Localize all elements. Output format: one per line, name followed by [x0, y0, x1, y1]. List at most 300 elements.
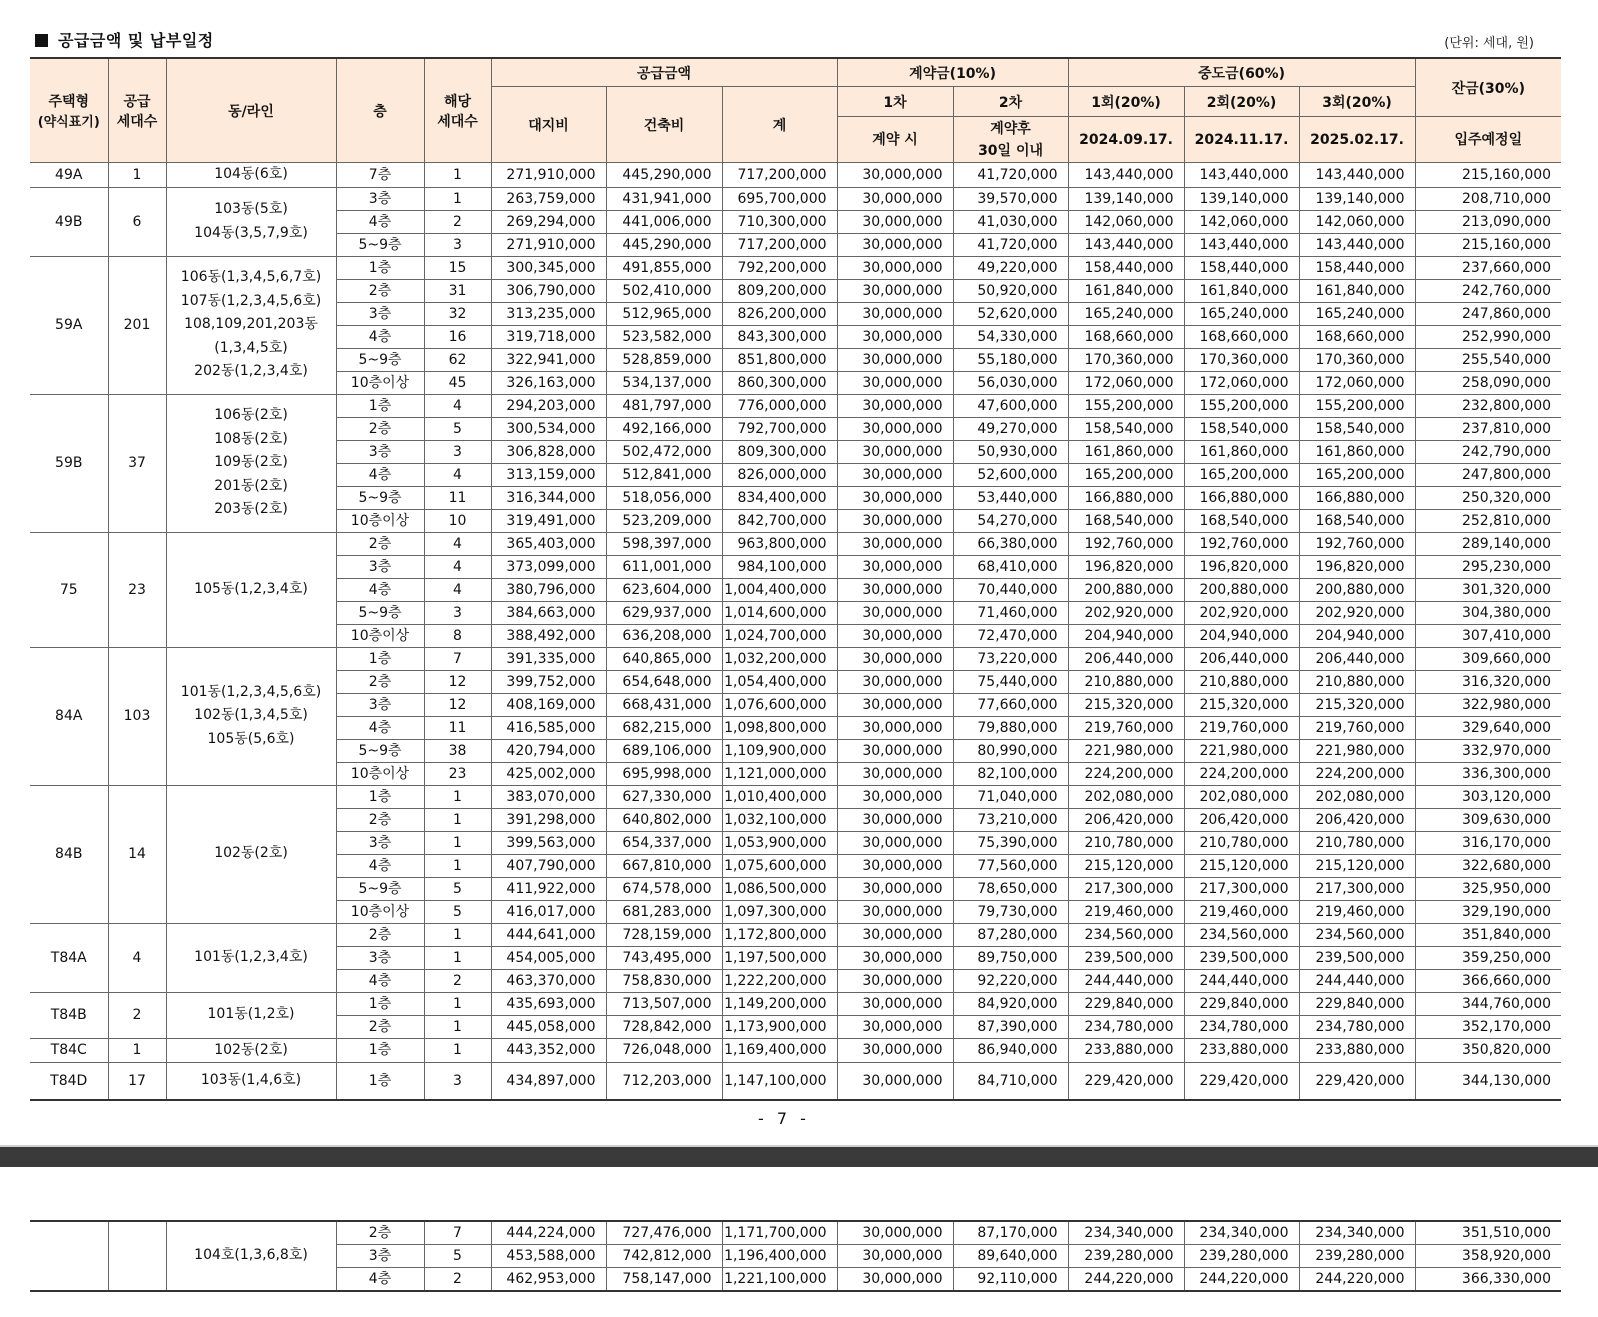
cell-dep1: 30,000,000 [837, 256, 953, 279]
cell-floor: 5~9층 [336, 877, 424, 900]
cell-land: 373,099,000 [491, 555, 606, 578]
cell-dep2: 73,220,000 [953, 647, 1068, 670]
cell-dep1: 30,000,000 [837, 808, 953, 831]
cell-dep1: 30,000,000 [837, 163, 953, 188]
cell-units: 1 [424, 992, 491, 1015]
cell-units: 1 [424, 854, 491, 877]
cell-mid1: 155,200,000 [1068, 394, 1184, 417]
cell-balance: 289,140,000 [1415, 532, 1561, 555]
cell-dong [166, 785, 336, 923]
cell-balance: 247,860,000 [1415, 302, 1561, 325]
cell-balance: 350,820,000 [1415, 1038, 1561, 1063]
cell-units: 1 [424, 163, 491, 188]
cell-building: 598,397,000 [606, 532, 722, 555]
cell-floor: 5~9층 [336, 739, 424, 762]
col-building: 건축비 [606, 87, 722, 163]
table-row [30, 785, 1561, 808]
cell-dep1: 30,000,000 [837, 578, 953, 601]
cell-dep1: 30,000,000 [837, 969, 953, 992]
cell-mid1: 143,440,000 [1068, 233, 1184, 256]
cell-mid3: 165,240,000 [1299, 302, 1415, 325]
dong-line: 106동(1,3,4,5,6,7호) [180, 269, 322, 286]
cell-floor: 7층 [336, 163, 424, 188]
cell-mid2: 206,440,000 [1184, 647, 1299, 670]
cell-units: 31 [424, 279, 491, 302]
cell-mid2: 219,760,000 [1184, 716, 1299, 739]
cell-supply: 6 [108, 187, 166, 256]
cell-dep1: 30,000,000 [837, 417, 953, 440]
cell-balance: 322,980,000 [1415, 693, 1561, 716]
cell-units: 4 [424, 394, 491, 417]
cell-supply: 2 [108, 992, 166, 1038]
cell-land: 365,403,000 [491, 532, 606, 555]
col-supply: 공급 세대수 [108, 58, 166, 163]
cell-building: 502,410,000 [606, 279, 722, 302]
cell-land: 322,941,000 [491, 348, 606, 371]
cell-type: 49A [30, 163, 108, 188]
cell-total: 826,200,000 [722, 302, 837, 325]
cell-land: 380,796,000 [491, 578, 606, 601]
cell-mid2: 234,560,000 [1184, 923, 1299, 946]
cell-floor: 3층 [336, 440, 424, 463]
cell-building: 623,604,000 [606, 578, 722, 601]
cell-balance: 304,380,000 [1415, 601, 1561, 624]
cell-mid3: 234,780,000 [1299, 1015, 1415, 1038]
cell-building: 629,937,000 [606, 601, 722, 624]
col-dep1: 1차 [837, 87, 953, 117]
continuation-table [30, 1220, 1561, 1292]
dong-line: (1,3,4,5호) [214, 339, 288, 356]
cell-dep2: 77,660,000 [953, 693, 1068, 716]
cell-building: 728,159,000 [606, 923, 722, 946]
cell-mid3: 170,360,000 [1299, 348, 1415, 371]
cell-mid3: 161,840,000 [1299, 279, 1415, 302]
cell-total: 1,173,900,000 [722, 1015, 837, 1038]
cell-balance: 358,920,000 [1415, 1245, 1561, 1268]
cell-land: 425,002,000 [491, 762, 606, 785]
cell-mid1: 168,660,000 [1068, 325, 1184, 348]
cell-dep2: 79,730,000 [953, 900, 1068, 923]
cell-total: 1,221,100,000 [722, 1268, 837, 1292]
cell-mid2: 210,880,000 [1184, 670, 1299, 693]
cell-units: 16 [424, 325, 491, 348]
cell-floor: 2층 [336, 532, 424, 555]
table-row [30, 1221, 1561, 1245]
table-row [30, 992, 1561, 1015]
cell-floor: 1층 [336, 394, 424, 417]
col-mid2-date: 2024.11.17. [1184, 117, 1299, 163]
cell-mid2: 143,440,000 [1184, 233, 1299, 256]
cell-units: 4 [424, 578, 491, 601]
dong-line: 101동(1,2,3,4,5,6호) [180, 683, 322, 700]
cell-supply: 201 [108, 256, 166, 394]
cell-floor: 1층 [336, 1063, 424, 1101]
cell-mid1: 200,880,000 [1068, 578, 1184, 601]
cell-total: 1,053,900,000 [722, 831, 837, 854]
cell-floor: 5~9층 [336, 601, 424, 624]
cell-balance: 307,410,000 [1415, 624, 1561, 647]
cell-dep1: 30,000,000 [837, 1063, 953, 1101]
cell-dep2: 54,270,000 [953, 509, 1068, 532]
cell-dep1: 30,000,000 [837, 1221, 953, 1245]
cell-units: 38 [424, 739, 491, 762]
cell-dep1: 30,000,000 [837, 1268, 953, 1292]
cell-mid1: 166,880,000 [1068, 486, 1184, 509]
cell-building: 528,859,000 [606, 348, 722, 371]
cell-building: 640,802,000 [606, 808, 722, 831]
cell-dep2: 92,220,000 [953, 969, 1068, 992]
cell-building: 713,507,000 [606, 992, 722, 1015]
cell-building: 727,476,000 [606, 1221, 722, 1245]
cell-total: 1,054,400,000 [722, 670, 837, 693]
cell-dep1: 30,000,000 [837, 509, 953, 532]
cell-mid1: 165,200,000 [1068, 463, 1184, 486]
dong-line: 109동(2호) [214, 454, 288, 471]
dong-line: 203동(2호) [214, 501, 288, 518]
cell-type: 59B [30, 394, 108, 532]
cell-dep2: 71,040,000 [953, 785, 1068, 808]
cell-dong [166, 1221, 336, 1291]
cell-floor: 4층 [336, 969, 424, 992]
cell-units: 1 [424, 831, 491, 854]
unit-note: (단위: 세대, 원) [1444, 36, 1534, 51]
cell-mid3: 166,880,000 [1299, 486, 1415, 509]
cell-units: 5 [424, 417, 491, 440]
cell-land: 383,070,000 [491, 785, 606, 808]
cell-total: 1,169,400,000 [722, 1038, 837, 1063]
dong-line: 102동(2호) [214, 845, 288, 862]
cell-dep1: 30,000,000 [837, 992, 953, 1015]
cell-mid1: 234,560,000 [1068, 923, 1184, 946]
cell-land: 416,585,000 [491, 716, 606, 739]
cell-units: 2 [424, 1268, 491, 1292]
cell-units: 5 [424, 900, 491, 923]
col-type: 주택형 (약식표기) [30, 58, 108, 163]
col-balance-when: 입주예정일 [1415, 117, 1561, 163]
price-schedule-table [30, 57, 1561, 1101]
cell-dep1: 30,000,000 [837, 900, 953, 923]
cell-total: 834,400,000 [722, 486, 837, 509]
cell-balance: 351,510,000 [1415, 1221, 1561, 1245]
cell-mid1: 239,500,000 [1068, 946, 1184, 969]
cell-dep1: 30,000,000 [837, 463, 953, 486]
cell-balance: 301,320,000 [1415, 578, 1561, 601]
section-title [35, 28, 214, 51]
cell-floor: 3층 [336, 555, 424, 578]
cell-building: 654,648,000 [606, 670, 722, 693]
cell-total: 1,032,100,000 [722, 808, 837, 831]
cell-mid2: 215,120,000 [1184, 854, 1299, 877]
cell-land: 443,352,000 [491, 1038, 606, 1063]
cell-dep2: 79,880,000 [953, 716, 1068, 739]
cell-floor: 2층 [336, 670, 424, 693]
cell-balance: 329,190,000 [1415, 900, 1561, 923]
cell-floor: 2층 [336, 923, 424, 946]
cell-mid1: 210,880,000 [1068, 670, 1184, 693]
cell-balance: 322,680,000 [1415, 854, 1561, 877]
cell-floor: 3층 [336, 302, 424, 325]
cell-mid3: 244,220,000 [1299, 1268, 1415, 1292]
cell-dong [166, 163, 336, 188]
cell-mid2: 229,420,000 [1184, 1063, 1299, 1101]
cell-mid3: 224,200,000 [1299, 762, 1415, 785]
cell-dep2: 41,720,000 [953, 233, 1068, 256]
cell-building: 681,283,000 [606, 900, 722, 923]
cell-total: 1,098,800,000 [722, 716, 837, 739]
cell-building: 667,810,000 [606, 854, 722, 877]
cell-total: 695,700,000 [722, 187, 837, 210]
cell-land: 294,203,000 [491, 394, 606, 417]
cell-total: 851,800,000 [722, 348, 837, 371]
cell-land: 306,828,000 [491, 440, 606, 463]
cell-floor: 10층이상 [336, 900, 424, 923]
cell-mid3: 206,440,000 [1299, 647, 1415, 670]
cell-floor: 3층 [336, 946, 424, 969]
cell-dong [166, 532, 336, 647]
cell-dep2: 39,570,000 [953, 187, 1068, 210]
cell-mid3: 244,440,000 [1299, 969, 1415, 992]
cell-balance: 252,810,000 [1415, 509, 1561, 532]
cell-units: 11 [424, 486, 491, 509]
cell-dep2: 66,380,000 [953, 532, 1068, 555]
cell-land: 319,491,000 [491, 509, 606, 532]
cell-dep2: 92,110,000 [953, 1268, 1068, 1292]
cell-mid1: 206,420,000 [1068, 808, 1184, 831]
cell-mid3: 168,660,000 [1299, 325, 1415, 348]
dong-line: 105동(5,6호) [207, 730, 295, 747]
cell-dep1: 30,000,000 [837, 348, 953, 371]
cell-mid2: 239,500,000 [1184, 946, 1299, 969]
cell-mid2: 244,440,000 [1184, 969, 1299, 992]
cell-land: 407,790,000 [491, 854, 606, 877]
cell-building: 431,941,000 [606, 187, 722, 210]
col-units: 해당 세대수 [424, 58, 491, 163]
page-break-bar [0, 1147, 1598, 1167]
cell-building: 743,495,000 [606, 946, 722, 969]
cell-balance: 309,660,000 [1415, 647, 1561, 670]
cell-floor: 1층 [336, 992, 424, 1015]
cell-dep1: 30,000,000 [837, 923, 953, 946]
cell-mid3: 204,940,000 [1299, 624, 1415, 647]
dong-line: 101동(1,2호) [207, 1006, 295, 1023]
cell-mid2: 234,780,000 [1184, 1015, 1299, 1038]
cell-mid1: 234,780,000 [1068, 1015, 1184, 1038]
cell-balance: 316,320,000 [1415, 670, 1561, 693]
cell-mid3: 139,140,000 [1299, 187, 1415, 210]
cell-land: 300,345,000 [491, 256, 606, 279]
cell-building: 611,001,000 [606, 555, 722, 578]
cell-building: 742,812,000 [606, 1245, 722, 1268]
cell-building: 758,147,000 [606, 1268, 722, 1292]
cell-floor: 2층 [336, 1015, 424, 1038]
cell-type: 84B [30, 785, 108, 923]
cell-building: 445,290,000 [606, 163, 722, 188]
cell-units: 15 [424, 256, 491, 279]
cell-units: 45 [424, 371, 491, 394]
cell-dong [166, 1063, 336, 1101]
cell-mid2: 143,440,000 [1184, 163, 1299, 188]
cell-floor: 1층 [336, 1038, 424, 1063]
cell-mid3: 168,540,000 [1299, 509, 1415, 532]
cell-land: 463,370,000 [491, 969, 606, 992]
cell-mid1: 192,760,000 [1068, 532, 1184, 555]
cell-mid2: 229,840,000 [1184, 992, 1299, 1015]
cell-supply: 1 [108, 1038, 166, 1063]
cell-type: 59A [30, 256, 108, 394]
cell-supply: 103 [108, 647, 166, 785]
cell-dep2: 73,210,000 [953, 808, 1068, 831]
cell-supply: 17 [108, 1063, 166, 1101]
cell-land: 399,752,000 [491, 670, 606, 693]
cell-mid3: 143,440,000 [1299, 163, 1415, 188]
cell-building: 728,842,000 [606, 1015, 722, 1038]
cell-units: 1 [424, 808, 491, 831]
cell-mid2: 215,320,000 [1184, 693, 1299, 716]
cell-balance: 325,950,000 [1415, 877, 1561, 900]
cell-building: 512,965,000 [606, 302, 722, 325]
cell-dep1: 30,000,000 [837, 187, 953, 210]
cell-units: 23 [424, 762, 491, 785]
cell-balance: 255,540,000 [1415, 348, 1561, 371]
cell-total: 1,222,200,000 [722, 969, 837, 992]
cell-dep1: 30,000,000 [837, 670, 953, 693]
cell-floor: 4층 [336, 578, 424, 601]
cell-floor: 4층 [336, 1268, 424, 1292]
cell-building: 712,203,000 [606, 1063, 722, 1101]
cell-mid3: 215,120,000 [1299, 854, 1415, 877]
cell-total: 717,200,000 [722, 233, 837, 256]
col-mid-group: 중도금(60%) [1068, 58, 1415, 87]
cell-mid2: 155,200,000 [1184, 394, 1299, 417]
cell-total: 1,075,600,000 [722, 854, 837, 877]
cell-land: 399,563,000 [491, 831, 606, 854]
cell-total: 1,014,600,000 [722, 601, 837, 624]
cell-dep1: 30,000,000 [837, 785, 953, 808]
cell-total: 776,000,000 [722, 394, 837, 417]
cell-dep1: 30,000,000 [837, 1038, 953, 1063]
cell-land: 316,344,000 [491, 486, 606, 509]
cell-mid1: 217,300,000 [1068, 877, 1184, 900]
cell-units: 3 [424, 233, 491, 256]
cell-balance: 247,800,000 [1415, 463, 1561, 486]
cell-mid3: 143,440,000 [1299, 233, 1415, 256]
col-mid1-date: 2024.09.17. [1068, 117, 1184, 163]
cell-floor: 2층 [336, 417, 424, 440]
cell-mid1: 158,440,000 [1068, 256, 1184, 279]
cell-mid3: 142,060,000 [1299, 210, 1415, 233]
cell-balance: 336,300,000 [1415, 762, 1561, 785]
cell-dep1: 30,000,000 [837, 325, 953, 348]
section-title-text: 공급금액 및 납부일정 [58, 31, 214, 50]
cell-mid1: 196,820,000 [1068, 555, 1184, 578]
cell-mid1: 158,540,000 [1068, 417, 1184, 440]
cell-mid2: 168,660,000 [1184, 325, 1299, 348]
cell-building: 502,472,000 [606, 440, 722, 463]
cell-units: 7 [424, 1221, 491, 1245]
cell-units: 10 [424, 509, 491, 532]
cell-total: 1,024,700,000 [722, 624, 837, 647]
cell-mid1: 219,460,000 [1068, 900, 1184, 923]
cell-mid1: 221,980,000 [1068, 739, 1184, 762]
cell-mid1: 172,060,000 [1068, 371, 1184, 394]
cell-dep2: 50,930,000 [953, 440, 1068, 463]
cell-dep1: 30,000,000 [837, 555, 953, 578]
col-mid3-date: 2025.02.17. [1299, 117, 1415, 163]
cell-building: 512,841,000 [606, 463, 722, 486]
cell-units: 32 [424, 302, 491, 325]
cell-balance: 366,330,000 [1415, 1268, 1561, 1292]
col-dep1-when: 계약 시 [837, 117, 953, 163]
cell-total: 1,032,200,000 [722, 647, 837, 670]
cell-dep2: 89,750,000 [953, 946, 1068, 969]
cell-dong [166, 923, 336, 992]
cell-total: 963,800,000 [722, 532, 837, 555]
cell-dep2: 71,460,000 [953, 601, 1068, 624]
cell-balance: 250,320,000 [1415, 486, 1561, 509]
cell-dep2: 75,390,000 [953, 831, 1068, 854]
cell-units: 4 [424, 555, 491, 578]
cell-units: 7 [424, 647, 491, 670]
cell-building: 481,797,000 [606, 394, 722, 417]
col-mid1: 1회(20%) [1068, 87, 1184, 117]
cell-dep1: 30,000,000 [837, 302, 953, 325]
cell-units: 1 [424, 1015, 491, 1038]
cell-mid2: 192,760,000 [1184, 532, 1299, 555]
cell-mid2: 142,060,000 [1184, 210, 1299, 233]
cell-land: 391,298,000 [491, 808, 606, 831]
cell-total: 843,300,000 [722, 325, 837, 348]
cell-dep2: 53,440,000 [953, 486, 1068, 509]
cell-units: 62 [424, 348, 491, 371]
cell-balance: 252,990,000 [1415, 325, 1561, 348]
dong-line: 102동(2호) [214, 1041, 288, 1058]
cell-dep1: 30,000,000 [837, 394, 953, 417]
cell-mid1: 139,140,000 [1068, 187, 1184, 210]
cell-mid3: 233,880,000 [1299, 1038, 1415, 1063]
cell-building: 492,166,000 [606, 417, 722, 440]
cell-total: 1,197,500,000 [722, 946, 837, 969]
cell-balance: 344,130,000 [1415, 1063, 1561, 1101]
cell-dep2: 77,560,000 [953, 854, 1068, 877]
cell-dep2: 86,940,000 [953, 1038, 1068, 1063]
cell-floor: 3층 [336, 693, 424, 716]
cell-units: 8 [424, 624, 491, 647]
cell-units: 2 [424, 969, 491, 992]
cell-mid3: 161,860,000 [1299, 440, 1415, 463]
table-row [30, 532, 1561, 555]
cell-building: 695,998,000 [606, 762, 722, 785]
cell-land: 444,641,000 [491, 923, 606, 946]
dong-line: 107동(1,2,3,4,5,6호) [180, 292, 322, 309]
col-price-group: 공급금액 [491, 58, 837, 87]
cell-floor: 5~9층 [336, 233, 424, 256]
cell-land: 445,058,000 [491, 1015, 606, 1038]
cell-mid1: 204,940,000 [1068, 624, 1184, 647]
dong-line: 103동(1,4,6호) [200, 1072, 302, 1089]
col-balance: 잔금(30%) [1415, 58, 1561, 117]
cell-total: 1,172,800,000 [722, 923, 837, 946]
cell-type [30, 1221, 108, 1291]
cell-mid2: 166,880,000 [1184, 486, 1299, 509]
cell-mid1: 244,220,000 [1068, 1268, 1184, 1292]
col-mid2: 2회(20%) [1184, 87, 1299, 117]
dong-line: 102동(1,3,4,5호) [194, 707, 308, 724]
cell-balance: 351,840,000 [1415, 923, 1561, 946]
cell-land: 411,922,000 [491, 877, 606, 900]
cell-balance: 208,710,000 [1415, 187, 1561, 210]
cell-balance: 295,230,000 [1415, 555, 1561, 578]
cell-dep2: 80,990,000 [953, 739, 1068, 762]
